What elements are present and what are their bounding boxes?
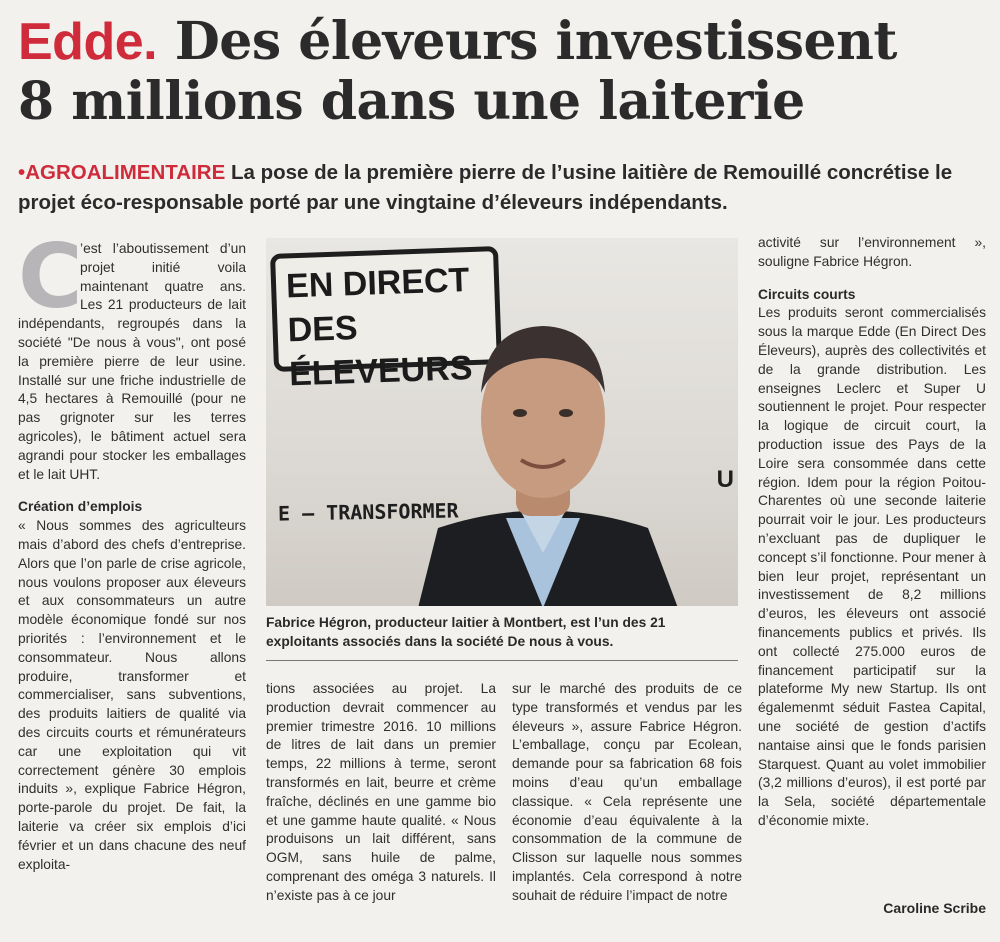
article-body-col4: Les produits seront commercialisés sous la marque Edde (En Direct Des Éleveurs), auprès des collectivités et de la grande distribution. Les enseignes Leclerc et Super U soutiennent le projet. Pour respecter la logique de circuit court, la production issue des Pays de la Loire sera consommée dans cette région. Idem pour la région Poitou-Charentes où une seconde laiterie pourrait voir le jour. Les producteurs n’excluant pas de dupliquer le concept s’il fonctionne. Pour mener à bien leur projet, représentant un investissement de 8,2 millions d’euros, les éleveurs ont associé financements publics et privés. Ils ont collecté 275.000 euros de financement participatif sur la plateforme My new Startup. Ils ont égalemenmt séduit Fastea Capital, une société de gestion d’actifs nantaise ainsi que le fonds parisien Starquest. Quant au volet immobilier (3,2 millions d’euros), il est porté par la Sela, société départementale d’économie mixte.	[758, 305, 986, 828]
article-photo	[266, 238, 738, 606]
author-signature: Caroline Scribe	[883, 900, 986, 916]
article-column-1	[18, 225, 246, 874]
caption-divider	[266, 660, 738, 661]
photo-edge-letter: U	[716, 466, 734, 493]
section-label: AGROALIMENTAIRE	[25, 161, 226, 184]
photo-transformer-text: E – TRANSFORMER	[277, 498, 459, 526]
headline-line2: 8 millions dans une laiterie	[18, 71, 805, 132]
portrait-figure	[378, 278, 708, 606]
article-body-col1: « Nous sommes des agriculteurs mais d’abord des chefs d’entreprise. Alors que l’on parle de crise agricole, nous voulons proposer aux éleveurs et aux consommateurs un autre modèle économique fondé sur nos priorités : l’environnement et le consommateur. Nous allons produire, transformer et commercialiser, sans subventions, des produits laitiers de qualité via des circuits courts et rémunérateurs car une exploitation qui vit correctement génère 30 emplois induits », explique Fabrice Hégron, porte-parole du projet. De fait, la laiterie va créer six emplois d’ici février et un dans chacune des neuf exploita-	[18, 518, 246, 872]
article-column-4	[758, 234, 986, 831]
headline-place: Edde.	[18, 13, 158, 71]
article-body-col3: sur le marché des produits de ce type transformés et vendus par les éleveurs », assure Fabrice Hégron. L’emballage, conçu par Ecolean, demande pour sa fabrication 68 fois moins d’eau qu’un emballage classique. « Cela représente une économie d’eau équivalente à la consommation de la commune de Clisson sur laquelle nous sommes implantés. Cela correspond à notre souhait de réduire l’impact de notre	[512, 681, 742, 903]
dek	[18, 158, 983, 218]
article-column-2	[266, 680, 496, 906]
sign-line2: DES ÉLEVEURS	[287, 309, 474, 394]
sign-line1: EN DIRECT	[285, 261, 470, 306]
article-intro-col4: activité sur l’environnement », souligne Fabrice Hégron.	[758, 235, 986, 269]
dek-text: La pose de la première pierre de l’usine laitière de Remouillé concrétise le projet éco-responsable porté par une vingtaine d’éleveurs indépendants.	[18, 161, 953, 214]
subhead-circuits-courts: Circuits courts	[758, 286, 856, 302]
subhead-creation-emplois: Création d’emplois	[18, 499, 143, 515]
headline-line1: Des éleveurs investissent	[174, 11, 897, 72]
photo-caption: Fabrice Hégron, producteur laitier à Montbert, est l’un des 21 exploitants associés dans la société De nous à vous.	[266, 615, 666, 649]
drop-cap: C	[18, 225, 83, 328]
article-body-col2: tions associées au projet. La production devrait commencer au premier trimestre 2016. 10 millions de litres de lait dans un premier temps, 22 millions à terme, seront transformés en lait, beurre et crème fraîche, déclinés en une gamme bio et une gamme haute qualité. « Nous produisons un lait différent, sans OGM, sans huile de palme, comprenant des oméga 3 naturels. Il n’existe pas à ce jour	[266, 681, 496, 903]
article-intro: ’est l’aboutissement d’un projet initié voila maintenant quatre ans. Les 21 producteurs de lait indépendants, regroupés dans la société "De nous à vous", ont posé la première pierre de leur usine. Installé sur une friche industrielle de 4,5 hectares à Remouillé (pour ne pas grignoter sur les terres agricoles), le bâtiment actuel sera agrandi pour stocker les emballages et le lait UHT.	[18, 241, 246, 482]
article-column-3	[512, 680, 742, 906]
dek-bullet: •	[18, 161, 26, 184]
headline	[18, 12, 983, 132]
